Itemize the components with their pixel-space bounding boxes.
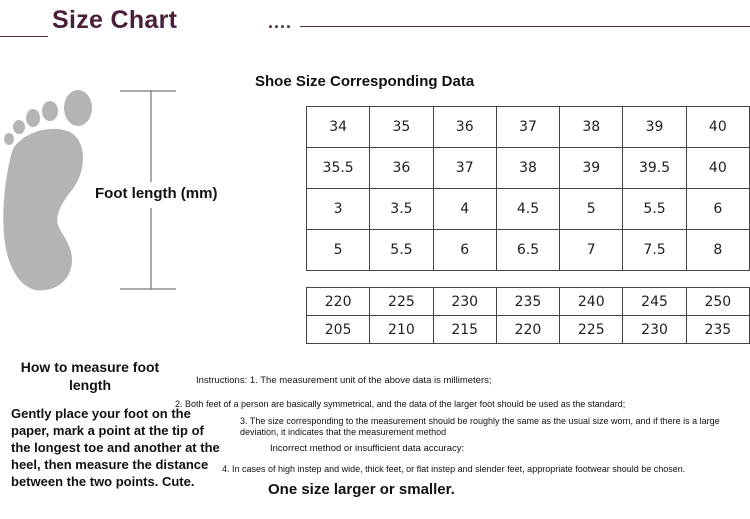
table-cell: 215	[433, 316, 496, 344]
size-row	[307, 148, 750, 189]
table-cell: 205	[307, 316, 370, 344]
table-cell: 8	[686, 230, 749, 271]
size-table-bottom	[306, 287, 750, 344]
size-table-top	[306, 106, 750, 271]
table-cell: 220	[496, 316, 559, 344]
table-cell: 225	[370, 288, 433, 316]
table-cell: 245	[623, 288, 686, 316]
instruction-4: 4. In cases of high instep and wide, thick feet, or flat instep and slender feet, appropriate footwear should be chosen.	[222, 464, 686, 474]
table-cell: 4	[433, 189, 496, 230]
page-title: Size Chart	[52, 6, 178, 34]
table-cell: 6	[686, 189, 749, 230]
header-divider	[300, 26, 750, 27]
table-cell: 37	[496, 107, 559, 148]
table-cell: 225	[560, 316, 623, 344]
table-cell: 240	[560, 288, 623, 316]
table-cell: 220	[307, 288, 370, 316]
table-cell: 38	[560, 107, 623, 148]
table-cell: 5.5	[370, 230, 433, 271]
length-row	[307, 288, 750, 316]
table-cell: 3	[307, 189, 370, 230]
table-cell: 4.5	[496, 189, 559, 230]
instruction-2: 2. Both feet of a person are basically symmetrical, and the data of the larger foot should be used as the standard;	[175, 399, 626, 409]
table-cell: 36	[370, 148, 433, 189]
size-row	[307, 107, 750, 148]
table-cell: 36	[433, 107, 496, 148]
table-cell: 5	[560, 189, 623, 230]
title-underline	[0, 36, 48, 37]
size-row	[307, 230, 750, 271]
table-cell: 235	[686, 316, 749, 344]
table-cell: 250	[686, 288, 749, 316]
table-heading: Shoe Size Corresponding Data	[255, 73, 475, 90]
table-cell: 230	[433, 288, 496, 316]
instruction-3-continued: Incorrect method or insufficient data accuracy:	[270, 443, 465, 454]
table-cell: 235	[496, 288, 559, 316]
table-cell: 210	[370, 316, 433, 344]
length-row	[307, 316, 750, 344]
table-cell: 34	[307, 107, 370, 148]
howto-body: Gently place your foot on the paper, mark a point at the tip of the longest toe and another at the heel, then measure the distance between the two points. Cute.	[11, 406, 220, 489]
table-cell: 230	[623, 316, 686, 344]
table-cell: 39	[623, 107, 686, 148]
table-cell: 5.5	[623, 189, 686, 230]
table-cell: 6.5	[496, 230, 559, 271]
table-cell: 6	[433, 230, 496, 271]
table-cell: 3.5	[370, 189, 433, 230]
table-cell: 39	[560, 148, 623, 189]
header-dots: ....	[268, 12, 293, 32]
table-cell: 35	[370, 107, 433, 148]
table-cell: 5	[307, 230, 370, 271]
size-advice: One size larger or smaller.	[268, 481, 455, 498]
table-cell: 39.5	[623, 148, 686, 189]
table-cell: 35.5	[307, 148, 370, 189]
table-cell: 40	[686, 107, 749, 148]
instruction-3: 3. The size corresponding to the measurement should be roughly the same as the usual size worn, and if there is a large deviation, it indicates that the measurement method	[240, 416, 720, 437]
howto-title: How to measure foot length	[20, 359, 160, 393]
size-row	[307, 189, 750, 230]
table-cell: 38	[496, 148, 559, 189]
table-cell: 37	[433, 148, 496, 189]
instruction-1: Instructions: 1. The measurement unit of the above data is millimeters;	[196, 375, 492, 386]
foot-length-label: Foot length (mm)	[95, 185, 218, 202]
table-cell: 7.5	[623, 230, 686, 271]
table-cell: 7	[560, 230, 623, 271]
table-cell: 40	[686, 148, 749, 189]
